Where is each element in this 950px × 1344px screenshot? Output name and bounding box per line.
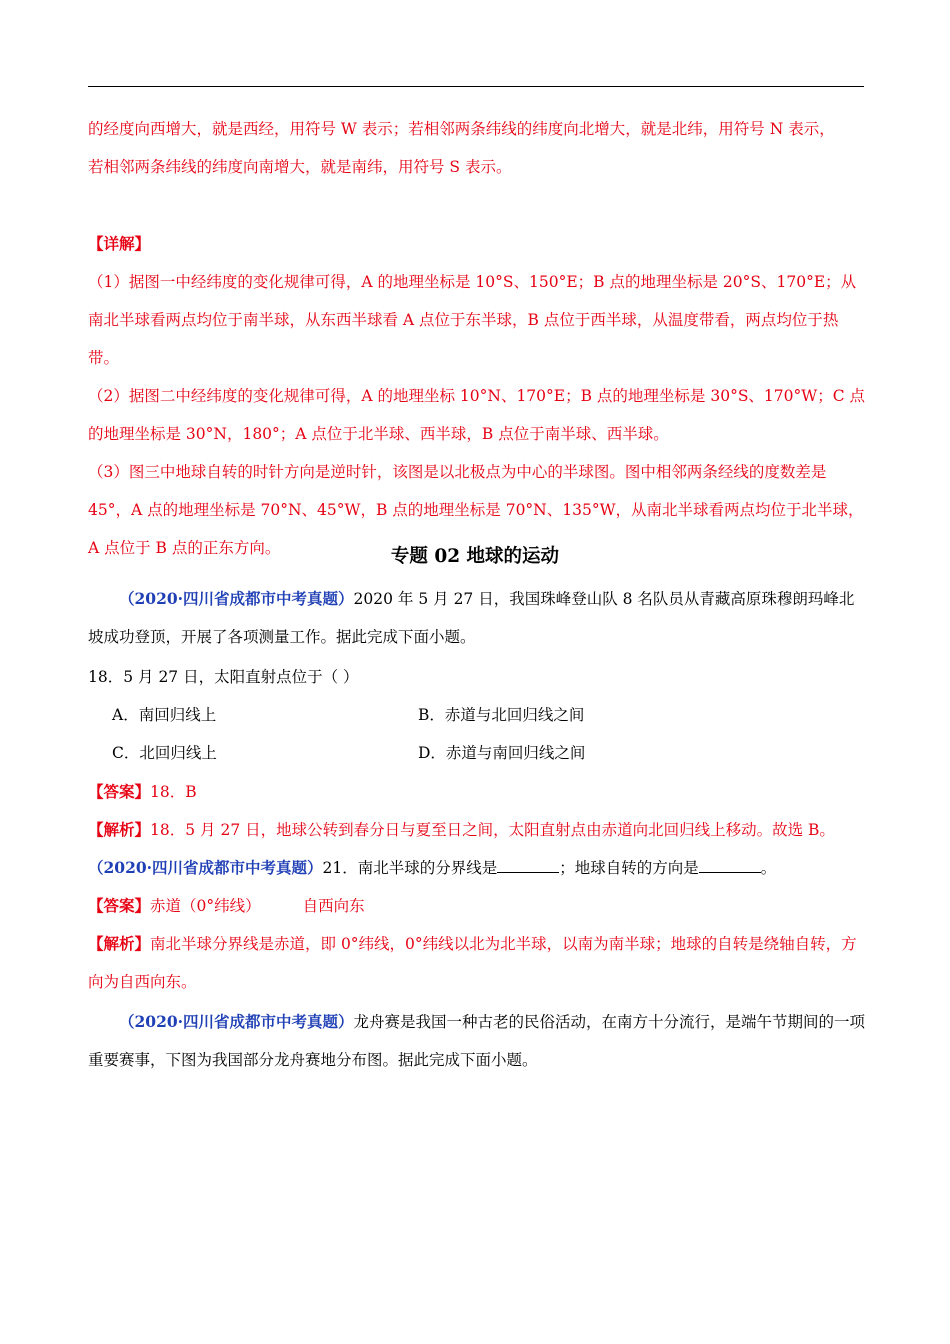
question-1-source: （2020·四川省成都市中考真题） (119, 589, 354, 608)
option-c: C．北回归线上 (112, 744, 217, 762)
answer-21-second: 自西向东 (302, 897, 365, 915)
detail-paragraph-3: （3）图三中地球自转的时针方向是逆时针，该图是以北极点为中心的半球图。图中相邻两条经线的度数差是 45°，A 点的地理坐标是 70°N、45°W，B 点的地理坐标是 70°N、135°W，从南北半球看两点均位于北半球，A 点位于 B 点的正东方向。 (88, 463, 864, 557)
question-3-source: （2020·四川省成都市中考真题） (119, 1012, 354, 1031)
detail-paragraph-2: （2）据图二中经纬度的变化规律可得，A 的地理坐标 10°N、170°E；B 点的地理坐标是 30°S、170°W；C 点的地理坐标是 30°N，180°；A 点位于北半球、西半球，B 点位于南半球、西半球。 (88, 387, 865, 443)
question-18: 18．5 月 27 日，太阳直射点位于（ ） (88, 668, 359, 686)
answer-21-label: 【答案】 (88, 896, 151, 915)
question-3-stem (88, 1003, 868, 1079)
question-1-stem-text: 2020 年 5 月 27 日，我国珠峰登山队 8 名队员从青藏高原珠穆朗玛峰北坡成功登顶，开展了各项测量工作。据此完成下面小题。 (88, 590, 855, 646)
analysis-label: 【解析】 (88, 820, 151, 839)
analysis-18 (88, 811, 868, 849)
option-d: D．赤道与南回归线之间 (418, 744, 586, 762)
question-1-stem (88, 580, 868, 656)
question-21-stem-a: 21．南北半球的分界线是 (322, 859, 498, 877)
question-21 (88, 849, 868, 887)
analysis-18-text: 18．5 月 27 日，地球公转到春分日与夏至日之间，太阳直射点由赤道向北回归线上移动。故选 B。 (150, 821, 835, 839)
answer-21-first: 赤道（0°纬线） (150, 897, 261, 915)
detail-label: 【详解】 (88, 234, 151, 253)
section-title: 专题 02 地球的运动 (390, 546, 560, 567)
analysis-21-text: 南北半球分界线是赤道，即 0°纬线，0°纬线以北为北半球，以南为南半球；地球的自转是绕轴自转，方向为自西向东。 (88, 935, 857, 991)
answer-18 (88, 773, 868, 811)
option-b: B．赤道与北回归线之间 (418, 706, 585, 724)
header-rule (88, 86, 864, 87)
detail-section (88, 225, 868, 567)
answer-18-text: 18．B (150, 783, 197, 801)
question-21-stem-b: ；地球自转的方向是 (559, 859, 699, 877)
analysis-21 (88, 925, 868, 1001)
detail-paragraph-1: （1）据图一中经纬度的变化规律可得，A 的地理坐标是 10°S、150°E；B 点的地理坐标是 20°S、170°E；从南北半球看两点均位于南半球，从东西半球看 A 点位于东半球，B 点位于西半球，从温度带看，两点均位于热带。 (88, 273, 857, 367)
intro-text (88, 110, 868, 186)
question-3-stem-text: 龙舟赛是我国一种古老的民俗活动，在南方十分流行，是端午节期间的一项重要赛事，下图为我国部分龙舟赛地分布图。据此完成下面小题。 (88, 1013, 866, 1069)
question-21-source: （2020·四川省成都市中考真题） (88, 858, 323, 877)
blank-1 (497, 858, 559, 873)
intro-line-1: 的经度向西增大，就是西经，用符号 W 表示；若相邻两条纬线的纬度向北增大，就是北纬，用符号 N 表示， (88, 120, 835, 138)
answer-21 (88, 887, 868, 925)
answer-label: 【答案】 (88, 782, 151, 801)
question-21-stem-c: 。 (760, 859, 777, 877)
intro-line-2: 若相邻两条纬线的纬度向南增大，就是南纬，用符号 S 表示。 (88, 158, 512, 176)
analysis-21-label: 【解析】 (88, 934, 151, 953)
option-a: A．南回归线上 (112, 706, 217, 724)
blank-2 (699, 858, 761, 873)
